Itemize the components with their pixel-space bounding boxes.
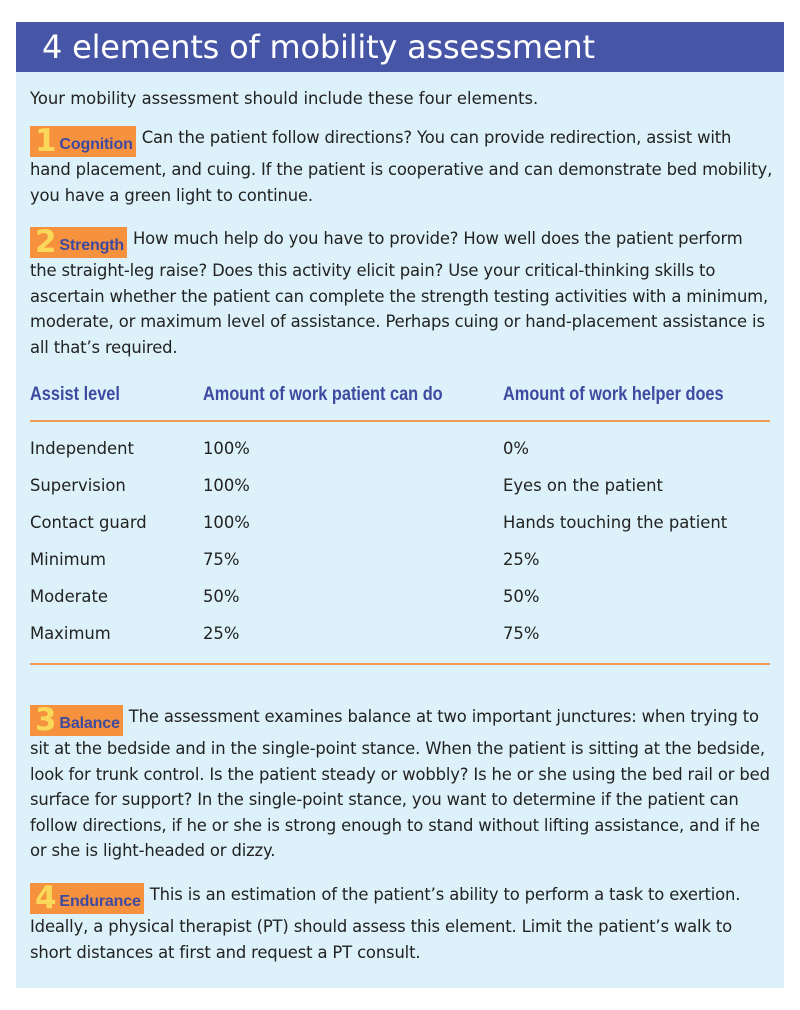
cell-patient-work: 50%: [203, 587, 240, 606]
cell-assist-level: Moderate: [30, 587, 108, 606]
section-body: Can the patient follow directions? You can provide redirection, assist with hand placement, and cuing. If the patient is cooperative and can demonstrate bed mobility, you have a green light to continue.: [30, 128, 773, 205]
section-label: Strength: [59, 237, 124, 254]
column-header-patient-work: Amount of work patient can do: [203, 384, 443, 405]
section-label: Cognition: [59, 136, 133, 153]
section-body: This is an estimation of the patient’s ability to perform a task to exertion. Ideally, a physical therapist (PT) should assess this element. Limit the patient’s walk to short distances at first and request a PT consult.: [30, 885, 741, 962]
cell-assist-level: Contact guard: [30, 513, 147, 532]
column-header-helper-work: Amount of work helper does: [503, 384, 724, 405]
section-tag: [30, 224, 127, 260]
table-row: [30, 586, 770, 623]
section-strength: [30, 226, 774, 360]
table-bottom-rule: [30, 663, 770, 665]
infographic-card: [16, 22, 784, 988]
table-row: [30, 549, 770, 586]
table-row: [30, 512, 770, 549]
intro-text: Your mobility assessment should include these four elements.: [30, 89, 539, 108]
cell-assist-level: Supervision: [30, 476, 126, 495]
section-number: 4: [35, 880, 57, 916]
table-header: [30, 384, 770, 420]
page-title: 4 elements of mobility assessment: [42, 28, 595, 66]
section-body: How much help do you have to provide? How well does the patient perform the straight-leg raise? Does this activity elicit pain? Use your critical-thinking skills to ascertain whether the patient can complete the strength testing activities with a minimum, moderate, or maximum level of assistance. Perhaps cuing or hand-placement assistance is all that’s required.: [30, 229, 769, 357]
cell-helper-work: 0%: [503, 439, 530, 458]
cell-helper-work: Hands touching the patient: [503, 513, 728, 532]
section-tag: [30, 880, 144, 916]
cell-patient-work: 100%: [203, 476, 250, 495]
cell-patient-work: 25%: [203, 624, 240, 643]
section-number: 1: [35, 123, 57, 159]
section-number: 2: [35, 224, 57, 260]
cell-assist-level: Minimum: [30, 550, 106, 569]
cell-patient-work: 100%: [203, 439, 250, 458]
cell-assist-level: Independent: [30, 439, 134, 458]
cell-patient-work: 75%: [203, 550, 240, 569]
section-label: Endurance: [59, 893, 141, 910]
section-tag: [30, 123, 136, 159]
table-top-rule: [30, 420, 770, 422]
table-row: [30, 438, 770, 475]
cell-helper-work: 50%: [503, 587, 540, 606]
cell-helper-work: 75%: [503, 624, 540, 643]
section-label: Balance: [59, 715, 120, 732]
cell-patient-work: 100%: [203, 513, 250, 532]
section-body: The assessment examines balance at two important junctures: when trying to sit at the bedside and in the single-point stance. When the patient is sitting at the bedside, look for trunk control. Is the patient steady or wobbly? Is he or she using the bed rail or bed surface for support? In the single-point stance, you want to determine if the patient can follow directions, if he or she is strong enough to stand without lifting assistance, and if he or she is light-headed or dizzy.: [30, 707, 770, 860]
cell-assist-level: Maximum: [30, 624, 111, 643]
cell-helper-work: Eyes on the patient: [503, 476, 663, 495]
column-header-assist-level: Assist level: [30, 384, 120, 405]
section-endurance: [30, 882, 774, 965]
title-bar: [16, 22, 784, 72]
table-row: [30, 623, 770, 660]
cell-helper-work: 25%: [503, 550, 540, 569]
section-balance: [30, 704, 774, 864]
section-cognition: [30, 125, 774, 208]
section-number: 3: [35, 702, 57, 738]
table-row: [30, 475, 770, 512]
section-tag: [30, 702, 123, 738]
